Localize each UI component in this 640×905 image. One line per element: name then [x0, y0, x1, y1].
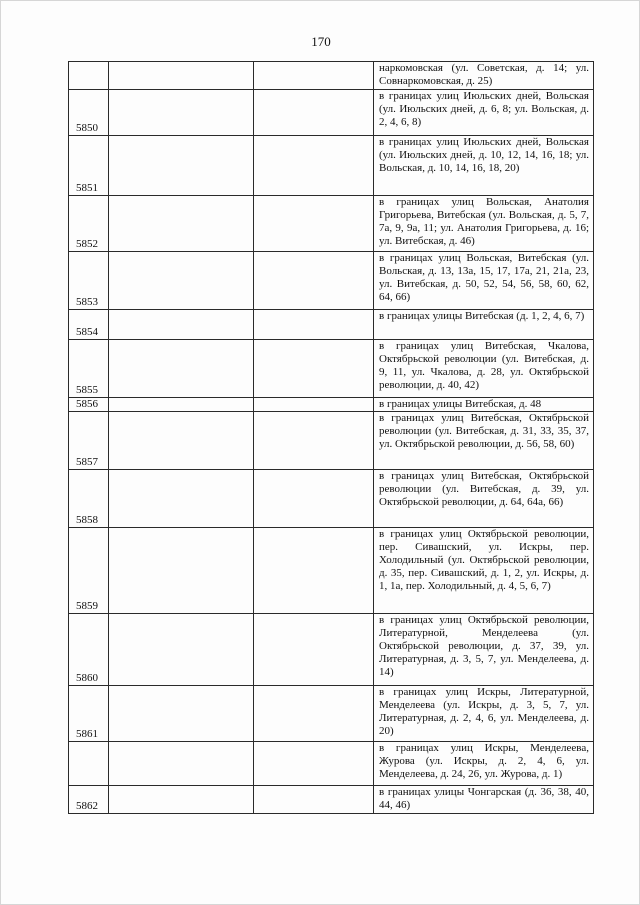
table-row	[69, 786, 594, 814]
row-number: 5860	[69, 614, 109, 686]
table-row	[69, 252, 594, 310]
empty-cell	[109, 136, 254, 196]
table-row	[69, 398, 594, 412]
empty-cell	[254, 340, 374, 398]
row-description: в границах улиц Вольская, Анатолия Григорьева, Витебская (ул. Вольская, д. 5, 7, 7а, 9, 9а, 11; ул. Анатолия Григорьева, д. 16; ул. Витебская, д. 46)	[374, 196, 594, 252]
empty-cell	[254, 786, 374, 814]
table-row	[69, 528, 594, 614]
table-row	[69, 742, 594, 786]
page-number: 170	[311, 34, 331, 49]
row-description: в границах улиц Октябрьской революции, пер. Сивашский, ул. Искры, пер. Холодильный (ул. Октябрьской революции, д. 35, пер. Сивашский, д. 1, 2, ул. Искры, д. 1, 1а, пер. Холодильный, д. 4, 5, 6, 7)	[374, 528, 594, 614]
empty-cell	[109, 742, 254, 786]
empty-cell	[254, 136, 374, 196]
row-description: в границах улиц Витебская, Чкалова, Октябрьской революции (ул. Витебская, д. 9, 11, ул. Чкалова, д. 28, ул. Октябрьской революции, д. 40, 42)	[374, 340, 594, 398]
empty-cell	[254, 252, 374, 310]
table-row	[69, 62, 594, 90]
empty-cell	[109, 470, 254, 528]
empty-cell	[109, 786, 254, 814]
empty-cell	[109, 398, 254, 412]
table-row	[69, 470, 594, 528]
empty-cell	[109, 340, 254, 398]
row-number: 5851	[69, 136, 109, 196]
row-number	[69, 62, 109, 90]
row-number: 5850	[69, 90, 109, 136]
row-description: в границах улицы Витебская (д. 1, 2, 4, 6, 7)	[374, 310, 594, 340]
empty-cell	[254, 470, 374, 528]
registry-table-body	[69, 62, 594, 814]
table-row	[69, 412, 594, 470]
row-number: 5853	[69, 252, 109, 310]
row-number: 5858	[69, 470, 109, 528]
empty-cell	[109, 196, 254, 252]
row-number: 5854	[69, 310, 109, 340]
row-number	[69, 742, 109, 786]
table-row	[69, 136, 594, 196]
row-description: наркомовская (ул. Советская, д. 14; ул. Совнаркомовская, д. 25)	[374, 62, 594, 90]
row-description: в границах улиц Июльских дней, Вольская (ул. Июльских дней, д. 6, 8; ул. Вольская, д. 2, 4, 6, 8)	[374, 90, 594, 136]
empty-cell	[254, 742, 374, 786]
row-description: в границах улицы Чонгарская (д. 36, 38, 40, 44, 46)	[374, 786, 594, 814]
row-number: 5857	[69, 412, 109, 470]
empty-cell	[109, 62, 254, 90]
row-number: 5855	[69, 340, 109, 398]
empty-cell	[254, 528, 374, 614]
row-description: в границах улиц Вольская, Витебская (ул. Вольская, д. 13, 13а, 15, 17, 17а, 21, 21а, 23, ул. Витебская, д. 50, 52, 54, 56, 58, 60, 62, 64, 66)	[374, 252, 594, 310]
empty-cell	[109, 412, 254, 470]
row-description: в границах улиц Витебская, Октябрьской революции (ул. Витебская, д. 31, 33, 35, 37, ул. Октябрьской революции, д. 56, 58, 60)	[374, 412, 594, 470]
row-number: 5862	[69, 786, 109, 814]
empty-cell	[254, 62, 374, 90]
empty-cell	[109, 686, 254, 742]
registry-table	[68, 61, 594, 814]
empty-cell	[254, 310, 374, 340]
empty-cell	[254, 686, 374, 742]
row-description: в границах улицы Витебская, д. 48	[374, 398, 594, 412]
empty-cell	[109, 528, 254, 614]
table-row	[69, 310, 594, 340]
empty-cell	[254, 90, 374, 136]
empty-cell	[254, 196, 374, 252]
table-row	[69, 90, 594, 136]
row-number: 5859	[69, 528, 109, 614]
empty-cell	[109, 252, 254, 310]
empty-cell	[254, 412, 374, 470]
row-description: в границах улиц Искры, Менделеева, Журова (ул. Искры, д. 2, 4, 6, ул. Менделеева, д. 24, 26, ул. Журова, д. 1)	[374, 742, 594, 786]
row-description: в границах улиц Витебская, Октябрьской революции (ул. Витебская, д. 39, ул. Октябрьской революции, д. 64, 64а, 66)	[374, 470, 594, 528]
empty-cell	[109, 614, 254, 686]
row-number: 5856	[69, 398, 109, 412]
empty-cell	[254, 614, 374, 686]
empty-cell	[109, 90, 254, 136]
row-number: 5852	[69, 196, 109, 252]
table-row	[69, 686, 594, 742]
row-description: в границах улиц Июльских дней, Вольская (ул. Июльских дней, д. 10, 12, 14, 16, 18; ул. Вольская, д. 10, 14, 16, 18, 20)	[374, 136, 594, 196]
row-number: 5861	[69, 686, 109, 742]
empty-cell	[254, 398, 374, 412]
row-description: в границах улиц Искры, Литературной, Менделеева (ул. Искры, д. 3, 5, 7, ул. Литературная, д. 2, 4, 6, ул. Менделеева, д. 20)	[374, 686, 594, 742]
table-row	[69, 340, 594, 398]
row-description: в границах улиц Октябрьской революции, Литературной, Менделеева (ул. Октябрьской революции, д. 37, 39, ул. Литературная, д. 3, 5, 7, ул. Менделеева, д. 14)	[374, 614, 594, 686]
empty-cell	[109, 310, 254, 340]
table-row	[69, 196, 594, 252]
table-row	[69, 614, 594, 686]
